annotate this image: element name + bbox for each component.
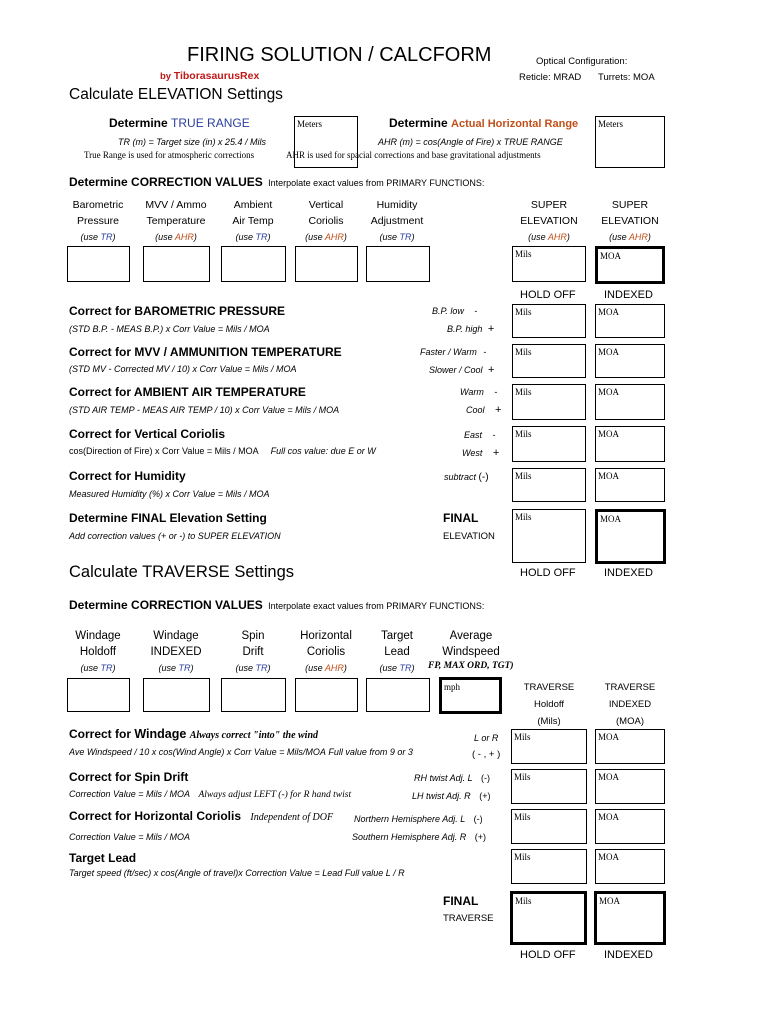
mils-label: Mils: [515, 347, 532, 357]
col-line2: ELEVATION: [601, 215, 659, 227]
meters-label: Meters: [598, 119, 623, 129]
col-line3: (Mils): [537, 716, 561, 727]
final-elevation-label2: ELEVATION: [443, 531, 495, 542]
elev-col-coriolis: [294, 197, 358, 245]
ahr-heading: [389, 116, 578, 130]
col-use: (use TR): [235, 232, 271, 242]
horiz-coriolis-input[interactable]: [295, 678, 358, 712]
moa-label: MOA: [598, 732, 620, 742]
final-elevation-formula: Add correction values (+ or -) to SUPER ELEVATION: [69, 531, 281, 541]
moa-label: MOA: [600, 514, 622, 524]
col-line2: Coriolis: [308, 215, 344, 227]
ahr-highlight: Actual Horizontal Range: [451, 118, 579, 130]
airtemp-moa-input[interactable]: [595, 384, 665, 420]
mvv-moa-input[interactable]: [595, 344, 665, 378]
moa-label: MOA: [598, 812, 620, 822]
true-range-input[interactable]: [294, 116, 358, 168]
elev-correction-title: [69, 175, 484, 189]
col-line2: INDEXED: [150, 646, 202, 658]
col-line1: Vertical: [308, 199, 344, 211]
super-holdoff-footer: HOLD OFF: [520, 289, 576, 301]
trav-col-avg-windspeed: [432, 628, 510, 660]
avg-wind-note: FP, MAX ORD, TGT): [428, 661, 514, 671]
row-windage-title: Correct for Windage Always correct "into" the wind: [69, 727, 319, 741]
col-line3: (MOA): [616, 716, 644, 727]
col-use: (use TR): [80, 232, 116, 242]
row-hcoriolis-side1: Northern Hemisphere Adj. L (-): [354, 814, 483, 824]
row-airtemp-side1: Warm -: [460, 387, 498, 397]
row-hcoriolis-formula: Correction Value = Mils / MOA: [69, 832, 190, 842]
mils-label: Mils: [515, 307, 532, 317]
elev-col-mvv: [140, 197, 212, 245]
mvv-mils-input[interactable]: [512, 344, 586, 378]
col-use: (use TR): [379, 232, 415, 242]
humidity-mils-input[interactable]: [512, 468, 586, 502]
final-elev-holdoff-footer: HOLD OFF: [520, 567, 576, 579]
mils-label: Mils: [515, 249, 532, 259]
row-humidity-formula: Measured Humidity (%) x Corr Value = Mils / MOA: [69, 489, 270, 499]
spindrift-mils-input[interactable]: [511, 769, 587, 804]
row-spindrift-side1: RH twist Adj. L (-): [414, 773, 491, 783]
row-spindrift-side2: LH twist Adj. R (+): [412, 791, 491, 801]
col-line2: Adjustment: [370, 215, 424, 227]
trav-correction-title: [69, 598, 484, 612]
col-use: (use AHR): [528, 232, 570, 242]
trav-col-windage-indexed: [142, 628, 210, 676]
col-line1: Average: [449, 630, 493, 642]
final-elevation-moa-input[interactable]: [595, 509, 666, 564]
col-line2: Pressure: [76, 215, 119, 227]
ahr-input[interactable]: [595, 116, 665, 168]
col-line1: Target: [381, 630, 413, 642]
barometric-input[interactable]: [67, 246, 130, 282]
coriolis-mils-input[interactable]: [512, 426, 586, 462]
trav-holdoff-col: [512, 679, 586, 730]
elevation-section-title: Calculate ELEVATION Settings: [69, 86, 283, 103]
mils-label: Mils: [515, 429, 532, 439]
col-line2: Air Temp: [232, 215, 274, 227]
col-use: (use AHR): [609, 232, 651, 242]
row-windage-formula: Ave Windspeed / 10 x cos(Wind Angle) x Corr Value = Mils/MOA Full value from 9 or 3: [69, 747, 413, 757]
elev-col-super-moa: [595, 197, 665, 245]
trav-col-windage-holdoff: [66, 628, 130, 676]
mils-label: Mils: [515, 512, 532, 522]
moa-label: MOA: [598, 387, 620, 397]
humidity-moa-input[interactable]: [595, 468, 665, 502]
final-traverse-label: FINAL: [443, 894, 479, 908]
moa-label: MOA: [600, 251, 622, 261]
col-line2: ELEVATION: [520, 215, 578, 227]
avg-windspeed-input[interactable]: [439, 677, 502, 714]
true-range-formula: TR (m) = Target size (in) x 25.4 / Mils: [118, 137, 266, 147]
col-line1: SUPER: [611, 199, 649, 211]
ahr-prefix: Determine: [389, 116, 448, 130]
super-elevation-mils-input[interactable]: [512, 246, 586, 282]
col-line1: Windage: [75, 630, 121, 642]
row-spindrift-title: Correct for Spin Drift: [69, 770, 189, 784]
row-spindrift-formula: Correction Value = Mils / MOA Always adjust LEFT (-) for R hand twist: [69, 789, 352, 800]
moa-label: MOA: [598, 772, 620, 782]
col-line1: TRAVERSE: [523, 682, 575, 693]
row-baro-side2: B.P. high +: [447, 323, 495, 335]
row-mvv-side1: Faster / Warm -: [420, 347, 487, 357]
trav-correction-title-text: Determine CORRECTION VALUES: [69, 598, 263, 612]
targetlead-moa-input[interactable]: [595, 849, 665, 884]
mph-label: mph: [444, 682, 461, 692]
final-traverse-moa-input[interactable]: [594, 891, 666, 945]
row-humidity-title: Correct for Humidity: [69, 469, 186, 483]
mils-label: Mils: [515, 471, 532, 481]
col-use: (use AHR): [155, 232, 197, 242]
ahr-note: AHR is used for spacial corrections and base gravitational adjustments: [286, 150, 541, 160]
col-use: (use AHR): [305, 663, 347, 673]
col-use: (use AHR): [305, 232, 347, 242]
col-use: (use TR): [235, 663, 271, 673]
trav-correction-note: Interpolate exact values from PRIMARY FUNCTIONS:: [268, 601, 485, 611]
row-baro-title: Correct for BAROMETRIC PRESSURE: [69, 304, 286, 318]
col-line1: Ambient: [233, 199, 273, 211]
moa-label: MOA: [598, 347, 620, 357]
turrets-label: Turrets: MOA: [598, 72, 655, 83]
true-range-prefix: Determine: [109, 116, 168, 130]
col-use: (use TR): [158, 663, 194, 673]
final-trav-indexed-footer: INDEXED: [604, 949, 653, 961]
final-traverse-mils-input[interactable]: [510, 891, 587, 945]
elev-col-airtemp: [220, 197, 286, 245]
mils-label: Mils: [515, 896, 532, 906]
col-line1: MVV / Ammo: [145, 199, 207, 211]
col-line2: Temperature: [146, 215, 206, 227]
col-line1: Windage: [153, 630, 199, 642]
col-line1: TRAVERSE: [604, 682, 656, 693]
hcoriolis-moa-input[interactable]: [595, 809, 665, 844]
row-mvv-side2: Slower / Cool +: [429, 364, 495, 376]
col-line2: Holdoff: [79, 646, 117, 658]
col-line2: Lead: [384, 646, 410, 658]
baro-moa-input[interactable]: [595, 304, 665, 338]
final-traverse-label2: TRAVERSE: [443, 913, 494, 924]
humidity-input[interactable]: [366, 246, 430, 282]
elev-col-super-mils: [512, 197, 586, 245]
baro-mils-input[interactable]: [512, 304, 586, 338]
target-lead-input[interactable]: [366, 678, 430, 712]
trav-col-spin-drift: [220, 628, 286, 676]
mils-label: Mils: [515, 387, 532, 397]
final-elev-indexed-footer: INDEXED: [604, 567, 653, 579]
mils-label: Mils: [514, 732, 531, 742]
coriolis-input[interactable]: [295, 246, 358, 282]
airtemp-mils-input[interactable]: [512, 384, 586, 420]
true-range-highlight: TRUE RANGE: [171, 116, 250, 130]
moa-label: MOA: [598, 307, 620, 317]
meters-label: Meters: [297, 119, 322, 129]
byline: [160, 70, 259, 82]
ahr-formula: AHR (m) = cos(Angle of Fire) x TRUE RANGE: [378, 137, 563, 147]
mils-label: Mils: [514, 852, 531, 862]
windage-moa-input[interactable]: [595, 729, 665, 764]
row-baro-formula: (STD B.P. - MEAS B.P.) x Corr Value = Mils / MOA: [69, 324, 270, 334]
windage-mils-input[interactable]: [511, 729, 587, 764]
col-line1: Humidity: [376, 199, 418, 211]
true-range-heading: [109, 116, 250, 130]
hcoriolis-mils-input[interactable]: [511, 809, 587, 844]
super-indexed-footer: INDEXED: [604, 289, 653, 301]
airtemp-input[interactable]: [221, 246, 286, 282]
spin-drift-input[interactable]: [221, 678, 286, 712]
row-windage-side1: L or R: [474, 733, 499, 743]
col-use: (use TR): [379, 663, 415, 673]
row-coriolis-formula: cos(Direction of Fire) x Corr Value = Mils / MOA Full cos value: due E or W: [69, 446, 376, 456]
mils-label: Mils: [514, 772, 531, 782]
col-line2: Coriolis: [306, 646, 346, 658]
elev-col-barometric: [66, 197, 130, 245]
super-elevation-moa-input[interactable]: [595, 246, 665, 284]
row-targetlead-formula: Target speed (ft/sec) x cos(Angle of travel)x Correction Value = Lead Full value L / R: [69, 868, 405, 878]
col-line1: Horizontal: [300, 630, 352, 642]
trav-col-horiz-coriolis: [292, 628, 360, 676]
col-line1: Barometric: [72, 199, 124, 211]
row-targetlead-title: Target Lead: [69, 851, 137, 865]
col-line1: SUPER: [530, 199, 568, 211]
coriolis-moa-input[interactable]: [595, 426, 665, 462]
row-mvv-formula: (STD MV - Corrected MV / 10) x Corr Value = Mils / MOA: [69, 364, 297, 374]
byline-prefix: by: [160, 71, 172, 82]
row-mvv-title: Correct for MVV / AMMUNITION TEMPERATURE: [69, 345, 342, 359]
row-airtemp-formula: (STD AIR TEMP - MEAS AIR TEMP / 10) x Corr Value = Mils / MOA: [69, 405, 340, 415]
spindrift-moa-input[interactable]: [595, 769, 665, 804]
row-airtemp-title: Correct for AMBIENT AIR TEMPERATURE: [69, 385, 306, 399]
mvv-input[interactable]: [143, 246, 210, 282]
row-coriolis-side1: East -: [464, 430, 496, 440]
row-baro-side1: B.P. low -: [432, 306, 478, 316]
col-line1: Spin: [241, 630, 265, 642]
elev-correction-title-text: Determine CORRECTION VALUES: [69, 175, 263, 189]
byline-name: TiborasaurusRex: [173, 70, 260, 82]
optical-config-label: Optical Configuration:: [536, 56, 628, 67]
moa-label: MOA: [598, 852, 620, 862]
windage-holdoff-input[interactable]: [67, 678, 130, 712]
final-elevation-title: Determine FINAL Elevation Setting: [69, 511, 267, 525]
row-airtemp-side2: Cool +: [466, 404, 502, 416]
col-line2: Windspeed: [442, 646, 500, 658]
reticle-label: Reticle: MRAD: [519, 72, 582, 83]
final-elevation-mils-input[interactable]: [512, 509, 586, 563]
col-line2: Holdoff: [534, 699, 564, 710]
windage-indexed-input[interactable]: [143, 678, 210, 712]
row-windage-side2: ( - , + ): [472, 749, 501, 760]
row-coriolis-side2: West +: [462, 447, 500, 459]
final-trav-holdoff-footer: HOLD OFF: [520, 949, 576, 961]
final-elevation-label: FINAL: [443, 511, 479, 525]
elev-col-humidity: [364, 197, 430, 245]
targetlead-mils-input[interactable]: [511, 849, 587, 884]
true-range-note: True Range is used for atmospheric corrections: [84, 150, 255, 160]
row-hcoriolis-side2: Southern Hemisphere Adj. R (+): [352, 832, 486, 842]
moa-label: MOA: [598, 429, 620, 439]
row-humidity-side1: subtract (-): [444, 472, 489, 483]
trav-indexed-col: [595, 679, 665, 730]
col-use: (use TR): [80, 663, 116, 673]
moa-label: MOA: [598, 471, 620, 481]
page-title: FIRING SOLUTION / CALCFORM: [187, 44, 492, 66]
col-line2: INDEXED: [608, 699, 652, 710]
moa-label: MOA: [599, 896, 621, 906]
col-line2: Drift: [242, 646, 264, 658]
mils-label: Mils: [514, 812, 531, 822]
traverse-section-title: Calculate TRAVERSE Settings: [69, 563, 294, 581]
row-coriolis-title: Correct for Vertical Coriolis: [69, 427, 226, 441]
row-hcoriolis-title: Correct for Horizontal Coriolis Independent of DOF: [69, 809, 334, 823]
trav-col-target-lead: [364, 628, 430, 676]
elev-correction-note: Interpolate exact values from PRIMARY FUNCTIONS:: [268, 178, 485, 188]
